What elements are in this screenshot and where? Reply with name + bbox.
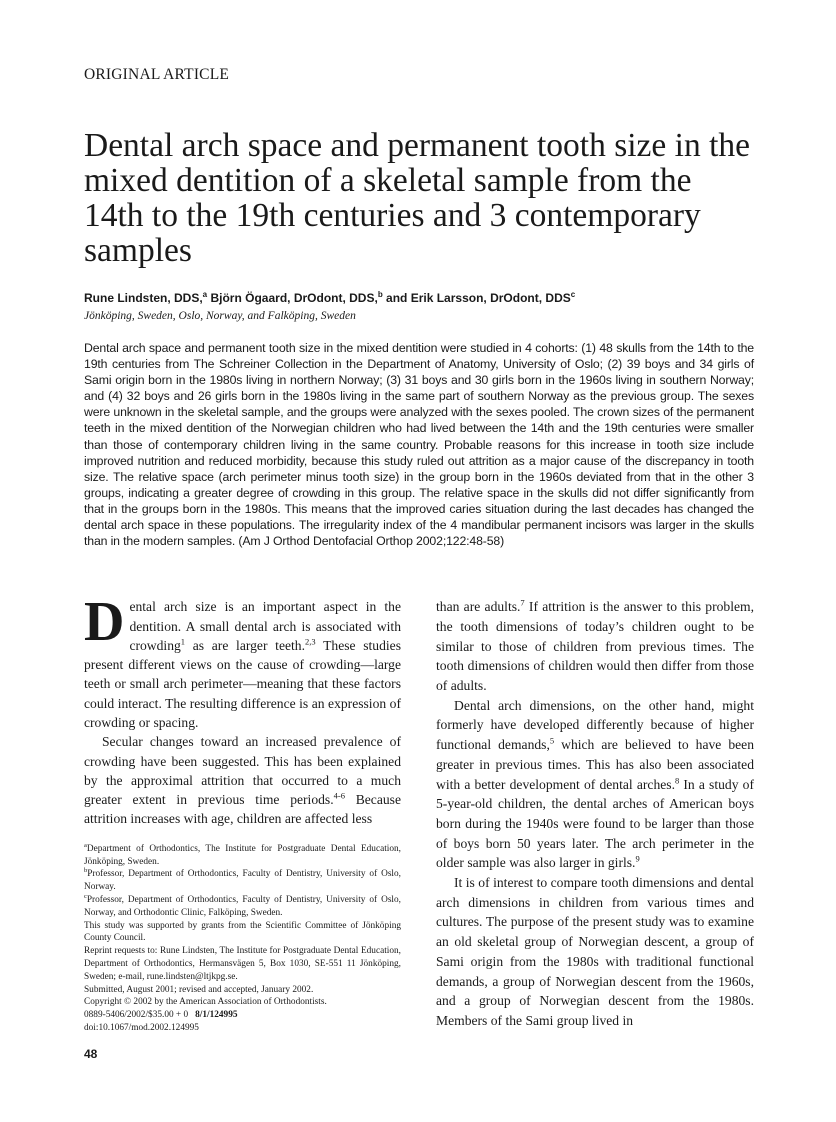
footnote-mark: a bbox=[84, 841, 87, 849]
text: ental arch size is an important aspect in the dentition. A small dental arch is associated with crowding bbox=[129, 599, 401, 653]
author-name: Rune Lindsten, DDS, bbox=[84, 291, 203, 305]
text: than are adults. bbox=[436, 599, 521, 615]
citation-ref: 4-6 bbox=[333, 790, 345, 801]
citation-ref: 5 bbox=[549, 735, 555, 746]
footnote: Copyright © 2002 by the American Association of Orthodontists. bbox=[84, 997, 327, 1008]
footnotes bbox=[84, 843, 401, 1035]
body-paragraph bbox=[84, 591, 401, 732]
text: Secular changes toward an increased prevalence of crowding have been suggested. This has been explained by the approximal attrition that occurred to a much greater extent in previous time periods. bbox=[84, 734, 401, 808]
footnote bbox=[84, 868, 401, 894]
issn-line bbox=[84, 1009, 401, 1022]
article-code: 8/1/124995 bbox=[195, 1010, 238, 1021]
citation-ref: 1 bbox=[180, 636, 186, 647]
drop-cap: D bbox=[84, 591, 125, 654]
footnote: Reprint requests to: Rune Lindsten, The Institute for Postgraduate Dental Education, Department of Orthodontics, Hermansvägen 5, Box 1030, SE-551 11 Jönköping, Sweden; e-mail, rune.lindsten@ltjkpg.se. bbox=[84, 946, 401, 982]
footnote bbox=[84, 894, 401, 920]
text: as are larger teeth. bbox=[185, 637, 306, 653]
issn: 0889-5406/2002/$35.00 + 0 bbox=[84, 1010, 189, 1021]
text: Professor, Department of Orthodontics, Faculty of Dentistry, University of Oslo, Norway, and Orthodontic Clinic, Falköping, Sweden. bbox=[84, 894, 401, 918]
affiliation-line: Jönköping, Sweden, Oslo, Norway, and Falköping, Sweden bbox=[84, 310, 356, 322]
doi[interactable]: doi:10.1067/mod.2002.124995 bbox=[84, 1022, 199, 1033]
body-right-column bbox=[436, 597, 754, 1035]
section-label: ORIGINAL ARTICLE bbox=[84, 66, 230, 83]
text: Dental arch dimensions, on the other hand, might formerly have developed differently because of higher functional demands, bbox=[436, 697, 754, 753]
text: In a study of 5-year-old children, the dental arches of American boys born during the 1940s were found to be larger than those of boys born 50 years later. The arch perimeter in the older sample was also larger in girls. bbox=[436, 776, 754, 871]
body-paragraph bbox=[84, 732, 401, 828]
author-name: and Erik Larsson, DrOdont, DDS bbox=[386, 291, 571, 305]
footnote: This study was supported by grants from the Scientific Committee of Jönköping County Council. bbox=[84, 920, 401, 944]
footnote-mark: b bbox=[84, 867, 88, 875]
body-paragraph: It is of interest to compare tooth dimensions and dental arch dimensions in children from various times and cultures. The purpose of the present study was to examine an old skeletal group of Norwegian descent, a group of Sami origin from the 1980s with traditional functional demands, a group of Norwegian descent from the 1960s, and a group of Norwegian descent from the 1980s. Members of the Sami group lived in bbox=[436, 875, 754, 1028]
author-mark: c bbox=[570, 290, 576, 299]
page-number: 48 bbox=[84, 1046, 98, 1061]
body-left-column bbox=[84, 591, 401, 1035]
footnote: Submitted, August 2001; revised and accepted, January 2002. bbox=[84, 984, 314, 995]
text: Because attrition increases with age, children are affected less bbox=[84, 792, 401, 827]
text: Department of Orthodontics, The Institute for Postgraduate Dental Education, Jönköping, Sweden. bbox=[84, 843, 401, 867]
citation-ref: 7 bbox=[520, 597, 525, 608]
text: which are believed to have been greater in previous times. This has also been associated with a better development of dental arches. bbox=[436, 737, 754, 792]
text: These studies present different views on the cause of crowding—large teeth or small arch perimeter—meaning that these factors could interact. The resulting difference is an expression of crowding or spacing. bbox=[84, 637, 401, 730]
author-mark: a bbox=[202, 290, 208, 299]
author-name: Björn Ögaard, DrOdont, DDS, bbox=[210, 291, 378, 305]
citation-ref: 8 bbox=[674, 775, 680, 786]
text: Professor, Department of Orthodontics, Faculty of Dentistry, University of Oslo, Norway. bbox=[84, 869, 401, 893]
body-paragraph bbox=[436, 696, 754, 873]
citation-ref: 9 bbox=[635, 853, 640, 864]
author-mark: b bbox=[377, 290, 383, 299]
abstract: Dental arch space and permanent tooth size in the mixed dentition were studied in 4 cohorts: (1) 48 skulls from the 14th to the 19th centuries from The Schreiner Collection in the Department of Anatomy, University of Oslo; (2) 39 boys and 34 girls of Sami origin born in the 1980s living in northern Norway; (3) 31 boys and 30 girls born in the 1960s living in southern Norway; and (4) 32 boys and 26 girls born in the 1980s living in the same part of southern Norway as the previous group. The sexes were unknown in the skeletal sample, and the groups were analyzed with the sexes pooled. The crown sizes of the permanent teeth in the mixed dentition of the Norwegian children who had lived between the 14th and the 19th centuries were smaller than those of contemporary children living in the same country. Probable reasons for this increase in tooth size include improved nutrition and reduced morbidity, because this study ruled out attrition as a major cause of the discrepancy in tooth size. The relative space (arch perimeter minus tooth size) in the group born in the 1960s deviated from that in the other 3 groups, indicating a greater degree of crowding in this group. The relative space in the skulls did not differ significantly from that in the groups born in the 1980s. This means that the improved caries situation during the last decades has changed the dental arch space in these populations. The irregularity index of the 4 mandibular permanent incisors was larger in the skulls than in the modern samples. (Am J Orthod Dentofacial Orthop 2002;122:48-58) bbox=[84, 341, 754, 549]
article-title: Dental arch space and permanent tooth size in the mixed dentition of a skeletal sample from the 14th to the 19th centuries and 3 contemporary samples bbox=[84, 127, 751, 269]
footnote-mark: c bbox=[84, 892, 87, 900]
body-columns bbox=[84, 591, 754, 1035]
footnote bbox=[84, 843, 401, 869]
author-list bbox=[84, 290, 754, 306]
text: If attrition is the answer to this problem, the tooth dimensions of today’s children ought to be similar to those of children from previous times. The tooth dimensions of children would then differ from those of adults. bbox=[436, 599, 754, 694]
body-paragraph bbox=[436, 597, 754, 696]
citation-ref: 2,3 bbox=[305, 636, 316, 647]
